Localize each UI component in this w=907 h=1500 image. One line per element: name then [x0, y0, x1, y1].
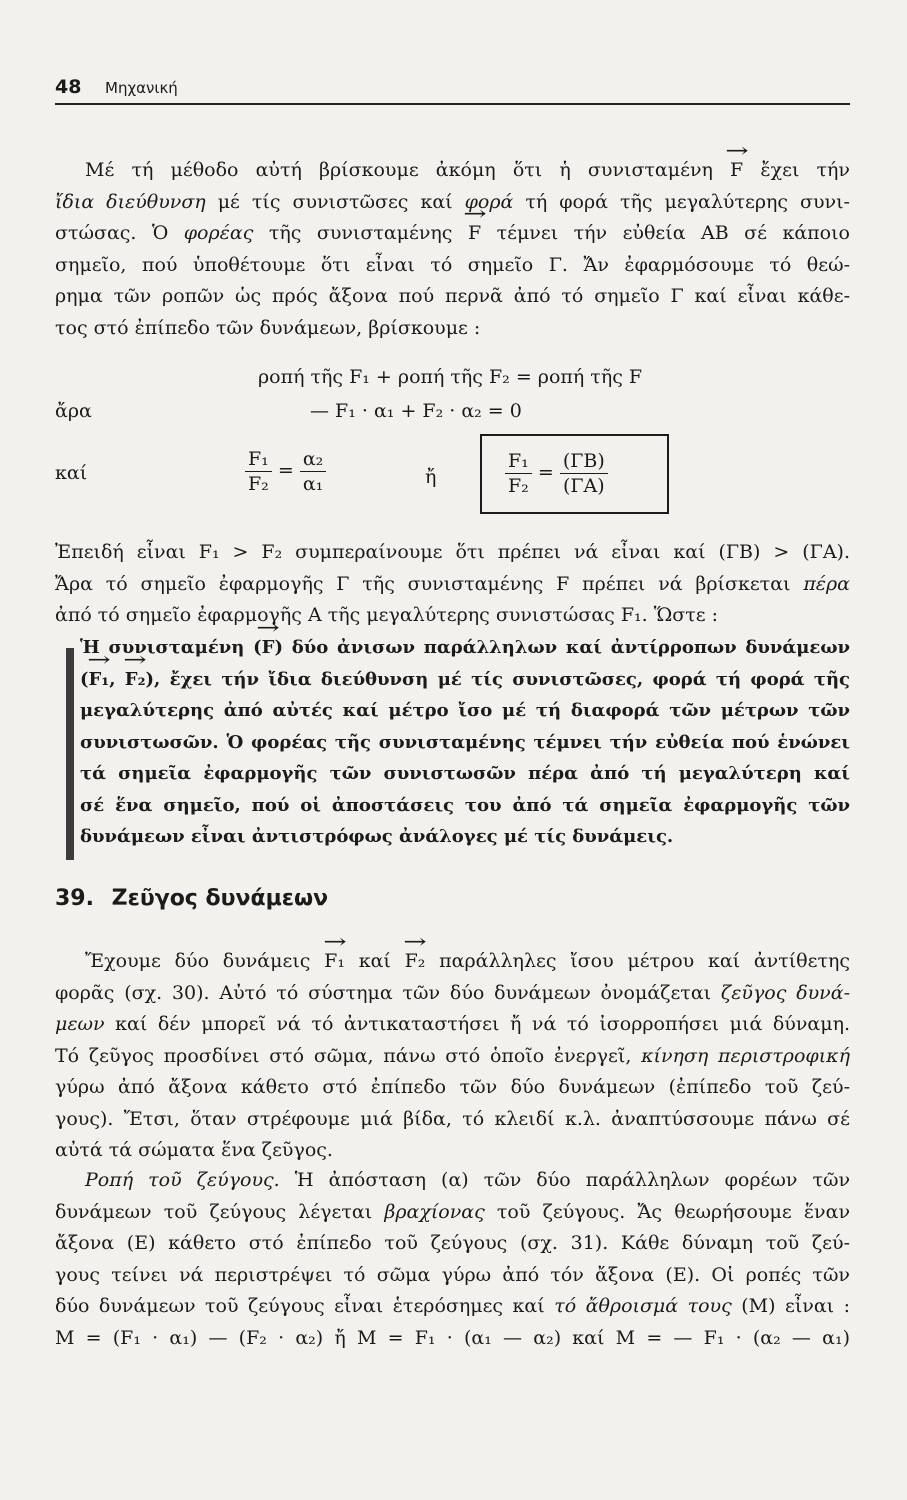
couple-line-3: μεων καί δέν μπορεῖ νά τό ἀντικαταστήσει ἤ νά τό ἰσορροπήσει μιά δύναμη. [55, 1013, 850, 1035]
moment-line-4: γους τείνει νά περιστρέψει τό σῶμα γύρω ἀπό τόν ἄξονα (Ε). Οἱ ροπές τῶν [55, 1263, 850, 1286]
highlight-bar [66, 648, 74, 860]
running-title: Μηχανική [105, 79, 178, 97]
balance-equation: — F₁ · α₁ + F₂ · α₂ = 0 [310, 400, 522, 422]
intro-line-6: τος στό ἐπίπεδο τῶν δυνάμεων, βρίσκουμε : [55, 316, 481, 339]
intro-line-2: ἴδια διεύθυνση μέ τίς συνιστῶσες καί φορά τή φορά τῆς μεγαλύτερης συνι- [55, 190, 850, 213]
couple-line-6: γους). Ἔτσι, ὅταν στρέφουμε μιά βίδα, τό κλειδί κ.λ. ἀναπτύσσουμε πάνω σέ [55, 1107, 850, 1130]
couple-paragraph [55, 946, 850, 1167]
couple-line-7: αὐτά τά σώματα ἕνα ζεῦγος. [55, 1139, 333, 1161]
vector-F: → F [262, 632, 275, 664]
vector-F1: → F₁ [89, 664, 110, 696]
or-label: ἤ [425, 466, 437, 488]
moment-line-3: ἄξονα (Ε) κάθετο στό ἐπίπεδο τοῦ ζεύγους (σχ. 31). Κάθε δύναμη τοῦ ζεύ- [55, 1232, 850, 1254]
couple-line-2: φορᾶς (σχ. 30). Αὐτό τό σύστημα τῶν δύο δυνάμεων ὀνομάζεται ζεῦγος δυνά- [55, 981, 850, 1004]
header-rule [55, 103, 850, 105]
couple-line-4: Τό ζεῦγος προσδίνει στό σῶμα, πάνω στό ὁποῖο ἐνεργεῖ, κίνηση περιστροφική [55, 1044, 850, 1067]
rule-line-1: Ἡ συνισταμένη (→ F) δύο ἀνισων παράλληλων καί ἀντίρροπων δυνάμεων [80, 632, 850, 664]
conclusion-line-2: Ἄρα τό σημεῖο ἐφαρμογῆς Γ τῆς συνισταμένης F πρέπει νά βρίσκεται πέρα [55, 572, 850, 595]
moment-line-2: δυνάμεων τοῦ ζεύγους λέγεται βραχίονας τοῦ ζεύγους. Ἄς θεωρήσουμε ἕναν [55, 1200, 850, 1223]
rule-line-6: σέ ἕνα σημεῖο, πού οἱ ἀποστάσεις του ἀπό τά σημεῖα ἐφαρμογῆς τῶν [80, 794, 850, 816]
vector-F1: → F₁ [324, 946, 345, 978]
conclusion-paragraph [55, 537, 850, 632]
ara-label: ἄρα [55, 400, 92, 422]
moment-line-1: Ροπή τοῦ ζεύγους. Ἡ ἀπόσταση (α) τῶν δύο παράλληλων φορέων τῶν [85, 1169, 850, 1191]
page-header [55, 76, 850, 102]
intro-paragraph [55, 155, 850, 344]
rule-line-5: τά σημεῖα ἐφαρμογῆς τῶν συνιστωσῶν πέρα ἀπό τή μεγαλύτερη καί [80, 763, 850, 784]
conclusion-line-3: ἀπό τό σημεῖο ἐφαρμογῆς Α τῆς μεγαλύτερης συνιστώσας F₁. Ὥστε : [55, 604, 719, 626]
intro-line-3: στώσας. Ὁ φορέας τῆς συνισταμένης → F τέμνει τήν εὐθεία ΑΒ σέ κάποιο [55, 218, 850, 250]
vector-F2: → F₂ [405, 946, 426, 978]
moment-sum-equation: ροπή τῆς F₁ + ροπή τῆς F₂ = ροπή τῆς F [258, 366, 643, 388]
rule-line-2: (→ F₁, → F₂), ἔχει τήν ἴδια διεύθυνση μέ τίς συνιστῶσες, φορά τή φορά τῆς [80, 664, 850, 696]
kai-label: καί [55, 462, 88, 484]
moment-paragraph [55, 1165, 850, 1354]
force-ratio-fraction: $\frac{\text{F₁}}{\text{F₂}}$ = $\frac{\text{α₂}}{\text{α₁}}$ [245, 447, 326, 496]
intro-line-5: ρημα τῶν ροπῶν ὡς πρός ἄξονα πού περνᾶ ἀπό τό σημεῖο Γ καί εἶναι κάθε- [55, 285, 850, 307]
boxed-fraction: $\frac{\text{F₁}}{\text{F₂}}$ = $\frac{(\Gamma B)}{(\Gamma A)}$ [505, 449, 608, 498]
moment-line-5: δύο δυνάμεων τοῦ ζεύγους εἶναι ἑτερόσημες καί τό ἄθροισμά τους (Μ) εἶναι : [55, 1295, 850, 1317]
vector-F: → F [730, 155, 743, 187]
rule-statement [80, 632, 850, 853]
section-heading [55, 886, 328, 911]
rule-line-7: δυνάμεων εἶναι ἀντιστρόφως ἀνάλογες μέ τίς δυνάμεις. [80, 826, 674, 847]
page-number: 48 [55, 76, 82, 98]
vector-F2: → F₂ [125, 664, 146, 696]
intro-line-1: Μέ τή μέθοδο αὐτή βρίσκουμε ἀκόμη ὅτι ἡ συνισταμένη → F ἔχει τήν [55, 155, 850, 187]
intro-line-4: σημεῖο, πού ὑποθέτουμε ὅτι εἶναι τό σημεῖο Γ. Ἄν ἐφαρμόσουμε τό θεώ- [55, 253, 850, 276]
section-number: 39. [55, 886, 94, 911]
section-title: Ζεῦγος δυνάμεων [111, 886, 329, 911]
conclusion-line-1: Ἐπειδή εἶναι F₁ > F₂ συμπεραίνουμε ὅτι πρέπει νά εἶναι καί (ΓΒ) > (ΓΑ). [55, 541, 850, 563]
rule-line-4: συνιστωσῶν. Ὁ φορέας τῆς συνισταμένης τέμνει τήν εὐθεία πού ἑνώνει [80, 731, 850, 753]
vector-F: → F [468, 218, 481, 250]
couple-line-5: γύρω ἀπό ἄξονα κάθετο στό ἐπίπεδο τῶν δύο δυνάμεων (ἐπίπεδο τοῦ ζεύ- [55, 1076, 850, 1098]
rule-line-3: μεγαλύτερης ἀπό αὐτές καί μέτρο ἴσο μέ τή διαφορά τῶν μέτρων τῶν [80, 700, 850, 721]
moment-formula-line: M = (F₁ · α₁) — (F₂ · α₂) ἤ M = F₁ · (α₁ — α₂) καί M = — F₁ · (α₂ — α₁) [55, 1326, 850, 1349]
couple-line-1: Ἔχουμε δύο δυνάμεις → F₁ καί → F₂ παράλληλες ἴσου μέτρου καί ἀντίθετης [55, 946, 850, 978]
